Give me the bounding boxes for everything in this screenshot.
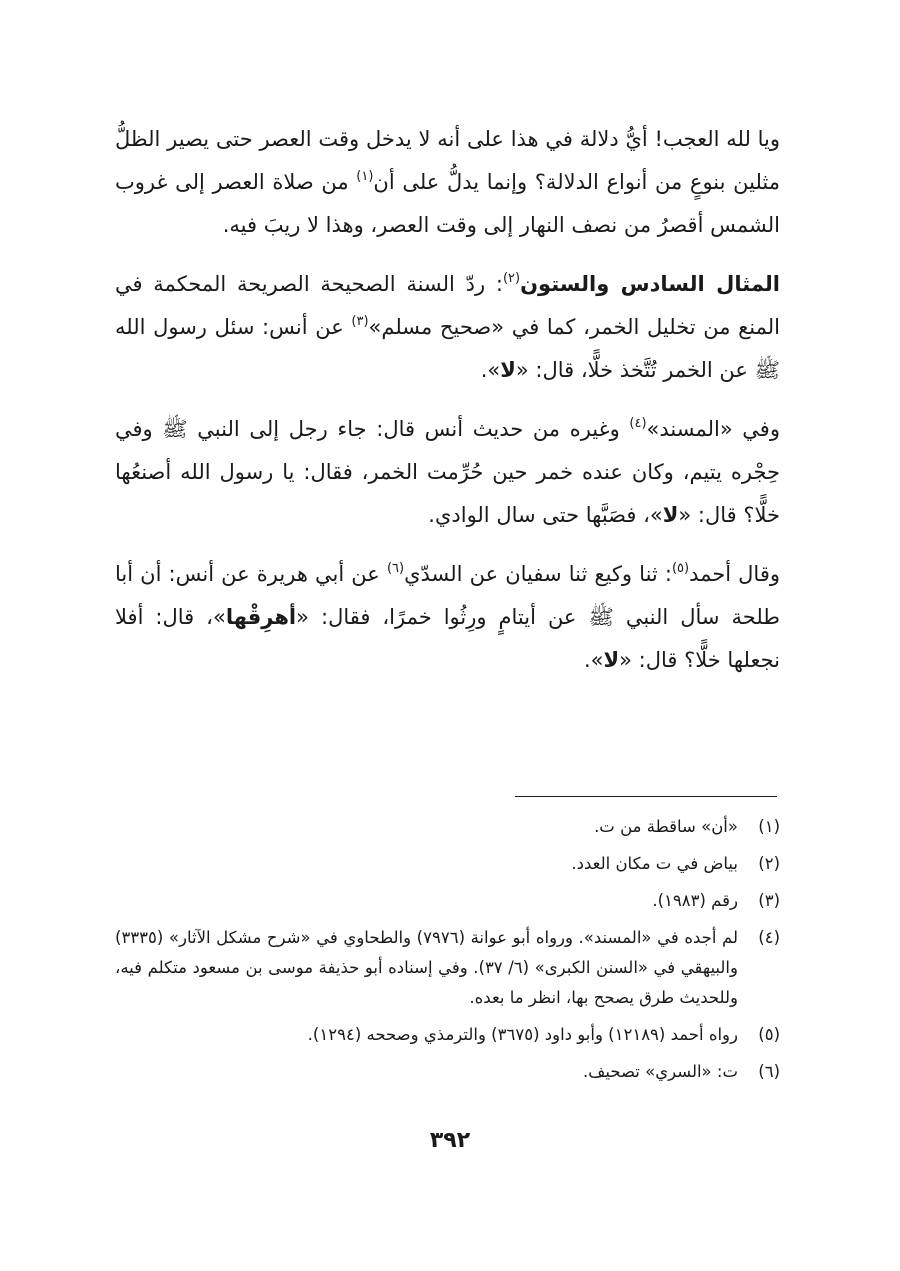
footnote-text: «أن» ساقطة من ت. [594, 817, 738, 836]
p2-answer: لا [500, 358, 516, 382]
p4-text-a: وقال أحمد [689, 562, 781, 586]
p2-text-a: : ردّ السنة الصحيحة الصريحة المحكمة في المنع من تخليل الخمر، كما في «صحيح مسلم» [115, 272, 781, 339]
paragraph-3 [115, 408, 780, 537]
footnote-number: (٥) [758, 1025, 780, 1044]
p3-text-a: وفي «المسند» [646, 417, 780, 441]
footnote-text: ت: «السري» تصحيف. [583, 1062, 738, 1081]
p4-text-b: : ثنا وكيع ثنا سفيان عن السدّي [404, 562, 672, 586]
p2-text-c: ». [480, 358, 501, 382]
footnote-1 [115, 812, 780, 842]
footnote-text: بياض في ت مكان العدد. [571, 854, 738, 873]
p3-text-b: وغيره من حديث أنس قال: جاء رجل إلى النبي ﷺ وفي حِجْره يتيم، وكان عنده خمر حين حُرِّمت الخمر، فقال: يا رسول الله أصنعُها خلًّا؟ قال: « [115, 417, 780, 527]
footnote-4 [115, 923, 780, 1013]
footnote-divider [515, 796, 777, 797]
footnote-number: (٤) [758, 928, 780, 947]
section-heading: المثال السادس والستون [520, 272, 780, 296]
p3-answer: لا [662, 503, 679, 527]
footnote-ref-2[interactable]: (٢) [502, 271, 521, 286]
footnote-number: (٣) [758, 891, 780, 910]
main-text [115, 118, 780, 682]
footnote-5 [115, 1020, 780, 1050]
p4-answer-1: أهرِقْها [225, 605, 297, 629]
p3-text-c: »، فصَبَّها حتى سال الوادي. [428, 503, 663, 527]
p4-text-c: عن أبي هريرة عن أنس: أن أبا طلحة سأل النبي ﷺ عن أيتامٍ ورِثُوا خمرًا، فقال: « [115, 562, 780, 629]
p1-text-b: من صلاة العصر إلى غروب الشمس أقصرُ من نصف النهار إلى وقت العصر، وهذا لا ريبَ فيه. [115, 170, 780, 237]
page-number: ٣٩٢ [429, 1128, 471, 1153]
p4-answer-2: لا [603, 648, 620, 672]
footnotes-section [115, 812, 780, 1087]
footnote-ref-1[interactable]: (١) [356, 169, 374, 184]
paragraph-1 [115, 118, 780, 247]
p4-text-e: ». [583, 648, 604, 672]
paragraph-4 [115, 553, 780, 682]
footnote-text: لم أجده في «المسند». ورواه أبو عوانة (٧٩٧٦) والطحاوي في «شرح مشكل الآثار» (٣٣٣٥) والبيهقي في «السنن الكبرى» (٦/ ٣٧). وفي إسناده أبو حذيفة موسى بن مسعود متكلم فيه، وللحديث طرق يصحح بها، انظر ما بعده. [115, 928, 738, 1007]
footnote-ref-6[interactable]: (٦) [386, 561, 405, 576]
p1-text-a: ويا لله العجب! أيُّ دلالة في هذا على أنه لا يدخل وقت العصر حتى يصير الظلُّ مثلين بنوعٍ من أنواع الدلالة؟ وإنما يدلُّ على أن [115, 127, 781, 194]
footnote-6 [115, 1057, 780, 1087]
footnote-ref-4[interactable]: (٤) [629, 416, 647, 431]
footnote-text: رقم (١٩٨٣). [652, 891, 738, 910]
footnote-number: (٢) [758, 854, 780, 873]
footnote-number: (٦) [758, 1062, 780, 1081]
footnote-number: (١) [758, 817, 780, 836]
p2-text-b: عن أنس: سئل رسول الله ﷺ عن الخمر تُتَّخذ خلًّا، قال: « [115, 315, 780, 382]
footnote-ref-3[interactable]: (٣) [351, 314, 369, 329]
footnote-ref-5[interactable]: (٥) [671, 561, 690, 576]
paragraph-2 [115, 263, 780, 392]
footnote-text: رواه أحمد (١٢١٨٩) وأبو داود (٣٦٧٥) والترمذي وصححه (١٢٩٤). [307, 1025, 738, 1044]
footnote-3 [115, 886, 780, 916]
p4-text-d: »، قال: أفلا نجعلها خلًّا؟ قال: « [115, 605, 780, 672]
footnote-2 [115, 849, 780, 879]
